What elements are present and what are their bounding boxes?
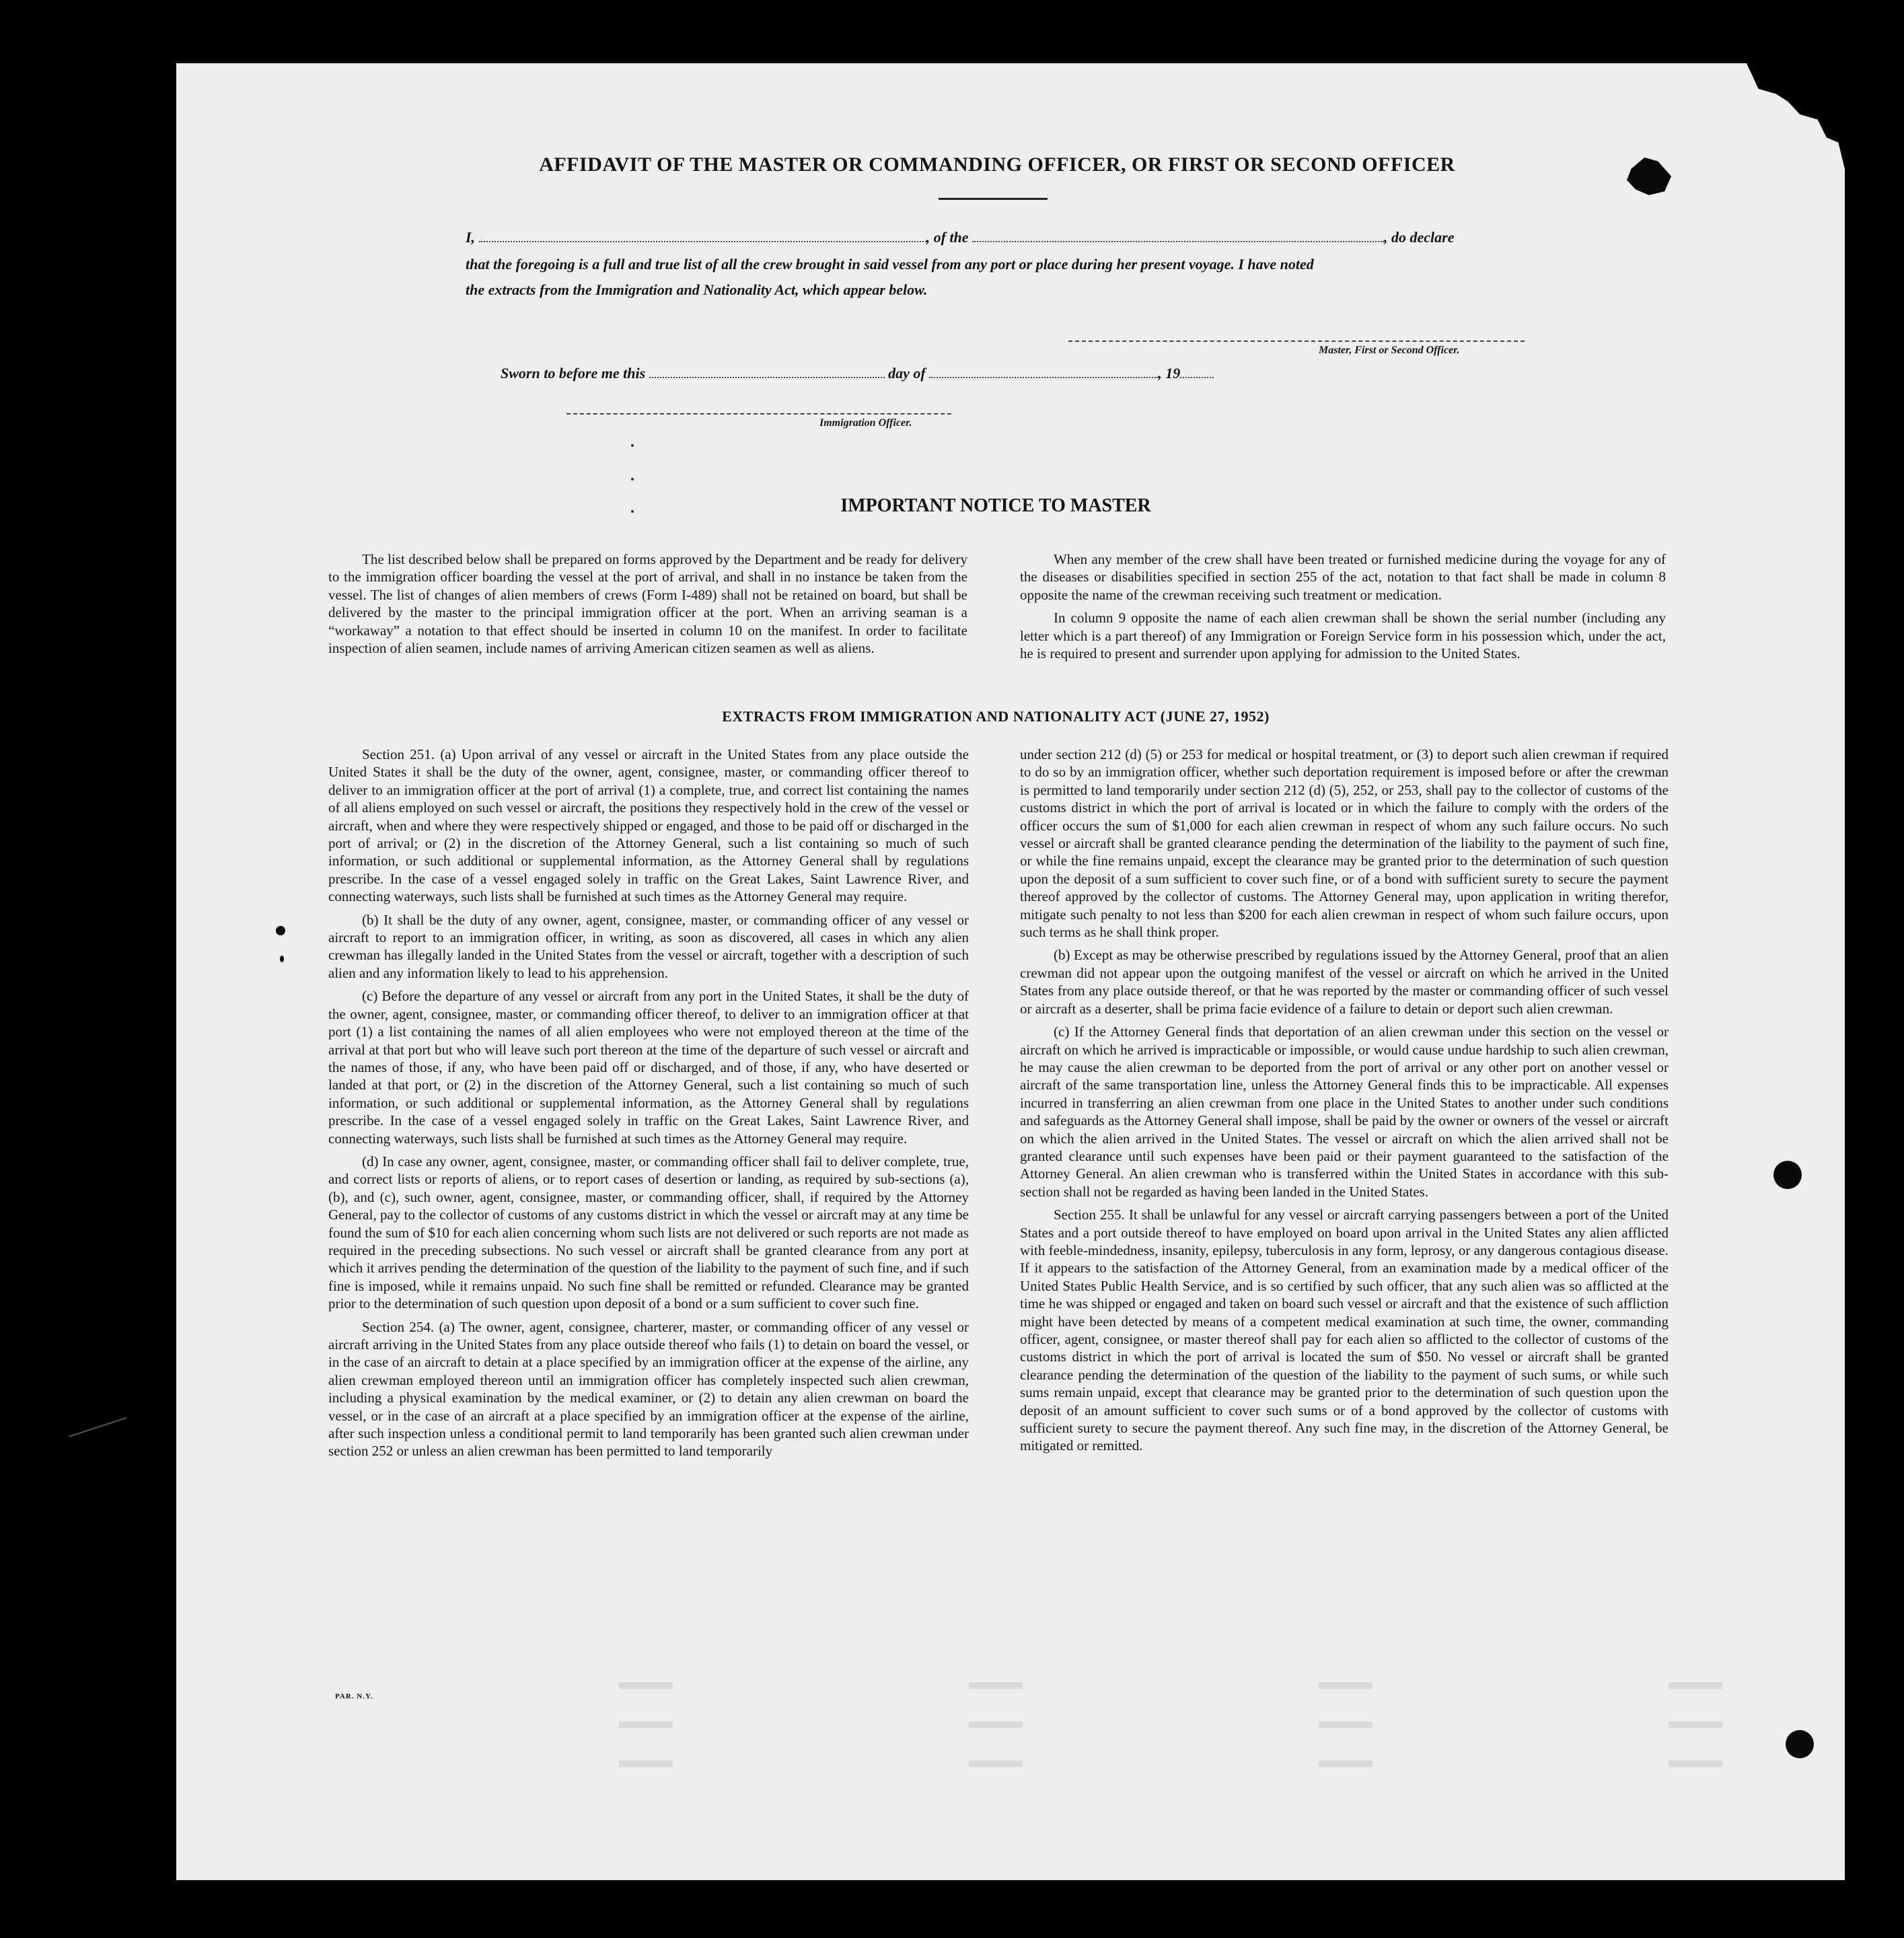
notice-right-paragraph: When any member of the crew shall have been treated or furnished medicine during the voyage for any of the diseases or disabilities specified in section 255 of the act, notation to that fact shall be made in column 8 opposite the name of the crewman receiving such treatment or medication. xyxy=(1020,551,1666,603)
extracts-left-column xyxy=(328,746,969,1466)
notice-left-paragraph: The list described below shall be prepared on forms approved by the Department and be ready for delivery to the immigration officer boarding the vessel at the port of arrival, and shall in no instance be taken from the vessel. The list of changes of alien members of crews (Form I-489) shall not be retained on board, but shall be delivered by the master to the principal immigration officer at the port. When an arriving seaman is a “workaway” a notation to that effect should be inserted in column 10 on the manifest. In order to facilitate inspection of alien seamen, include names of arriving American citizen seamen as well as aliens. xyxy=(328,551,967,657)
section-251-d: (d) In case any owner, agent, consignee, master, or commanding officer shall fail to deliver complete, true, and correct lists or reports of aliens, or to report cases of desertion or landing, as required by sub-sections (a), (b), and (c), such owner, agent, consignee, master, or commanding officer, shall, if required by the Attorney General, pay to the collector of customs of any customs district in which the vessel or aircraft may at any time be found the sum of $10 for each alien concerning whom such lists are not delivered or such reports are not made as required in the preceding subsections. No such vessel or aircraft shall be granted clearance from any port at which it arrives pending the determination of the question of the liability to the payment of such fine, and if such fine is imposed, while it remains unpaid. No such fine shall be remitted or refunded. Clearance may be granted prior to the determination of such question upon deposit of a bond or a sum sufficient to cover such fine. xyxy=(328,1153,969,1312)
officer-signature-line[interactable] xyxy=(566,413,951,415)
section-254-a-cont: under section 212 (d) (5) or 253 for medical or hospital treatment, or (3) to deport such alien crewman if required to do so by an immigration officer, whether such deportation requirement is imposed before or after the crewman is permitted to land temporarily under section 212 (d) (5), 252, or 253, shall pay to the collector of customs of the customs district in which the port of arrival is located or in which the failure to comply with the orders of the officer occurs the sum of $1,000 for each alien crewman in respect of whom any such failure occurs. No such vessel or aircraft shall be granted clearance pending the determination of the liability to the payment of such fine, or while the fine remains unpaid, except the clearance may be granted prior to the determination of such question upon the deposit of a sum sufficient to cover such fine, or of a bond with sufficient surety to secure the payment thereof approved by the collector of customs. The Attorney General may, upon application in writing therefor, mitigate such penalty to not less than $200 for each alien crewman in respect of whom such failure occurs, upon such terms as he shall think proper. xyxy=(1020,746,1669,941)
sworn-month-field[interactable] xyxy=(929,365,1158,378)
sworn-year: , 19 xyxy=(1158,365,1181,382)
name-field[interactable] xyxy=(479,229,926,242)
punch-hole xyxy=(1786,1730,1814,1758)
printer-mark: PAR. N.Y. xyxy=(335,1692,373,1700)
scratch-mark xyxy=(69,1417,126,1437)
declaration-line-2: that the foregoing is a full and true list of all the crew brought in said vessel from any port or place during her present voyage. I have noted xyxy=(466,256,1314,273)
declaration-i: I, xyxy=(466,229,476,246)
extracts-title: EXTRACTS FROM IMMIGRATION AND NATIONALITY ACT (JUNE 27, 1952) xyxy=(722,708,1270,725)
master-signature-label: Master, First or Second Officer. xyxy=(1319,345,1460,356)
section-251-c: (c) Before the departure of any vessel or aircraft from any port in the United States, it shall be the duty of the owner, agent, consignee, master, or commanding officer thereof, to deliver to an immigration officer at that port (1) a list containing the names of all alien employees who were not employed thereon at the time of the arrival at that port but who will leave such port thereon at the time of the departure of such vessel or aircraft and the names of those, if any, who have been paid off or discharged, and of those, if any, who have deserted or landed at that port, or (2) in the discretion of the Attorney General, such a list containing so much of such information, or such additional or supplemental information, as the Attorney General shall by regulations prescribe. In the case of a vessel engaged solely in traffic on the Great Lakes, Saint Lawrence River, and connecting waterways, such lists shall be furnished at such times as the Attorney General may require. xyxy=(328,988,969,1147)
sworn-day-field[interactable] xyxy=(649,365,885,378)
bleed-through-rows xyxy=(471,1682,1749,1799)
declaration-line-1 xyxy=(466,229,1454,246)
sworn-year-field[interactable] xyxy=(1180,365,1214,378)
notice-left-column xyxy=(328,550,967,662)
title-rule xyxy=(939,198,1048,200)
section-254-a: Section 254. (a) The owner, agent, consignee, charterer, master, or commanding officer of any vessel or aircraft arriving in the United States from any place outside thereof who fails (1) to detain on board the vessel, or in the case of an aircraft to detain at a place specified by an immigration officer at the expense of the airline, any alien crewman employed thereon until an immigration officer has completely inspected such alien crewman, including a physical examination by the medical examiner, or (2) to detain any alien crewman on board the vessel, or in the case of an aircraft at a place specified by an immigration officer at the expense of the airline, after such inspection unless a conditional permit to land temporarily has been granted such alien crewman under section 252 or unless an alien crewman has been permitted to land temporarily xyxy=(328,1318,969,1460)
section-251-b: (b) It shall be the duty of any owner, agent, consignee, master, or commanding officer of any vessel or aircraft to report to an immigration officer, in writing, as soon as discovered, all cases in which any alien crewman has illegally landed in the United States from the vessel or aircraft, together with a description of such alien and any information likely to lead to his apprehension. xyxy=(328,911,969,981)
dot-mark xyxy=(631,478,634,480)
section-254-b: (b) Except as may be otherwise prescribed by regulations issued by the Attorney General, proof that an alien crewman did not appear upon the outgoing manifest of the vessel or aircraft on which he arrived in the United States from any place outside thereof, or that he was reported by the master or commanding officer of such vessel or aircraft as a deserter, shall be prima facie evidence of a failure to detain or deport such alien crewman. xyxy=(1020,947,1669,1017)
ink-spot xyxy=(276,926,285,935)
notice-right-paragraph: In column 9 opposite the name of each alien crewman shall be shown the serial number (including any letter which is a part thereof) of any Immigration or Foreign Service form in his possession which, under the act, he is required to present and surrender upon applying for admission to the United States. xyxy=(1020,610,1666,662)
dot-mark xyxy=(631,444,634,447)
master-signature-line[interactable] xyxy=(1068,340,1525,342)
notice-title: IMPORTANT NOTICE TO MASTER xyxy=(840,495,1151,516)
declaration-line-3: the extracts from the Immigration and Nationality Act, which appear below. xyxy=(466,281,928,298)
sworn-prefix: Sworn to before me this xyxy=(501,365,646,382)
affidavit-title: AFFIDAVIT OF THE MASTER OR COMMANDING OFFICER, OR FIRST OR SECOND OFFICER xyxy=(539,153,1455,176)
declaration-do-declare: , do declare xyxy=(1384,229,1455,246)
officer-signature-label: Immigration Officer. xyxy=(819,417,912,429)
sworn-day-of: day of xyxy=(888,365,926,382)
ink-spot xyxy=(280,956,284,962)
section-254-c: (c) If the Attorney General finds that deportation of an alien crewman under this section on the vessel or aircraft on which he arrived is impracticable or impossible, or would cause undue hardship to such alien crewman, he may cause the alien crewman to be deported from the port of arrival or any other port on another vessel or aircraft of the same transportation line, unless the Attorney General finds this to be impracticable. All expenses incurred in transferring an alien crewman from one place in the United States to another under such conditions and safeguards as the Attorney General shall impose, shall be paid by the owner or owners of the vessel or aircraft on which the alien arrived in the United States. The vessel or aircraft on which the alien arrived shall not be granted clearance until such expenses have been paid or their payment guaranteed to the satisfaction of the Attorney General. An alien crewman who is transferred within the United States in accordance with this sub-section shall not be regarded as having been landed in the United States. xyxy=(1020,1024,1669,1200)
vessel-field[interactable] xyxy=(972,229,1384,242)
notice-right-column xyxy=(1020,550,1666,668)
extracts-right-column xyxy=(1020,746,1669,1460)
dot-mark xyxy=(631,510,634,513)
section-251-a: Section 251. (a) Upon arrival of any vessel or aircraft in the United States from any place outside the United States it shall be the duty of the owner, agent, consignee, master, or commanding officer thereof to deliver to an immigration officer at the port of arrival (1) a complete, true, and correct list containing the names of all aliens employed on such vessel or aircraft, the positions they respectively hold in the crew of the vessel or aircraft, when and where they were respectively shipped or engaged, and those to be paid off or discharged in the port of arrival; or (2) in the discretion of the Attorney General, such a list containing so much of such information, or such additional or supplemental information, as the Attorney General shall by regulations prescribe. In the case of a vessel engaged solely in traffic on the Great Lakes, Saint Lawrence River, and connecting waterways, such lists shall be furnished at such times as the Attorney General may require. xyxy=(328,746,969,905)
declaration-of-the: , of the xyxy=(926,229,969,246)
sworn-line xyxy=(501,365,1214,382)
punch-hole xyxy=(1773,1161,1802,1189)
section-255: Section 255. It shall be unlawful for any vessel or aircraft carrying passengers between a port of the United States and a port outside thereof to have employed on board upon arrival in the United States any alien afflicted with feeble-mindedness, insanity, epilepsy, tuberculosis in any form, leprosy, or any dangerous contagious disease. If it appears to the satisfaction of the Attorney General, from an examination made by a medical officer of the United States Public Health Service, and is so certified by such officer, that any such alien was so afflicted at the time he was shipped or engaged and taken on board such vessel or aircraft and that the existence of such affliction might have been detected by means of a competent medical examination at such time, the owner, commanding officer, agent, consignee, or master thereof shall pay for each alien so afflicted to the collector of customs of the customs district in which the port of arrival is located the sum of $50. No vessel or aircraft shall be granted clearance pending the determination of the question of the liability to the payment of such sums, or while such sums remain unpaid, except that clearance may be granted prior to the determination of such question upon the deposit of an amount sufficient to cover such sums or of a bond approved by the collector of customs with sufficient surety to secure the payment thereof. Any such fine may, in the discretion of the Attorney General, be mitigated or remitted. xyxy=(1020,1207,1669,1454)
